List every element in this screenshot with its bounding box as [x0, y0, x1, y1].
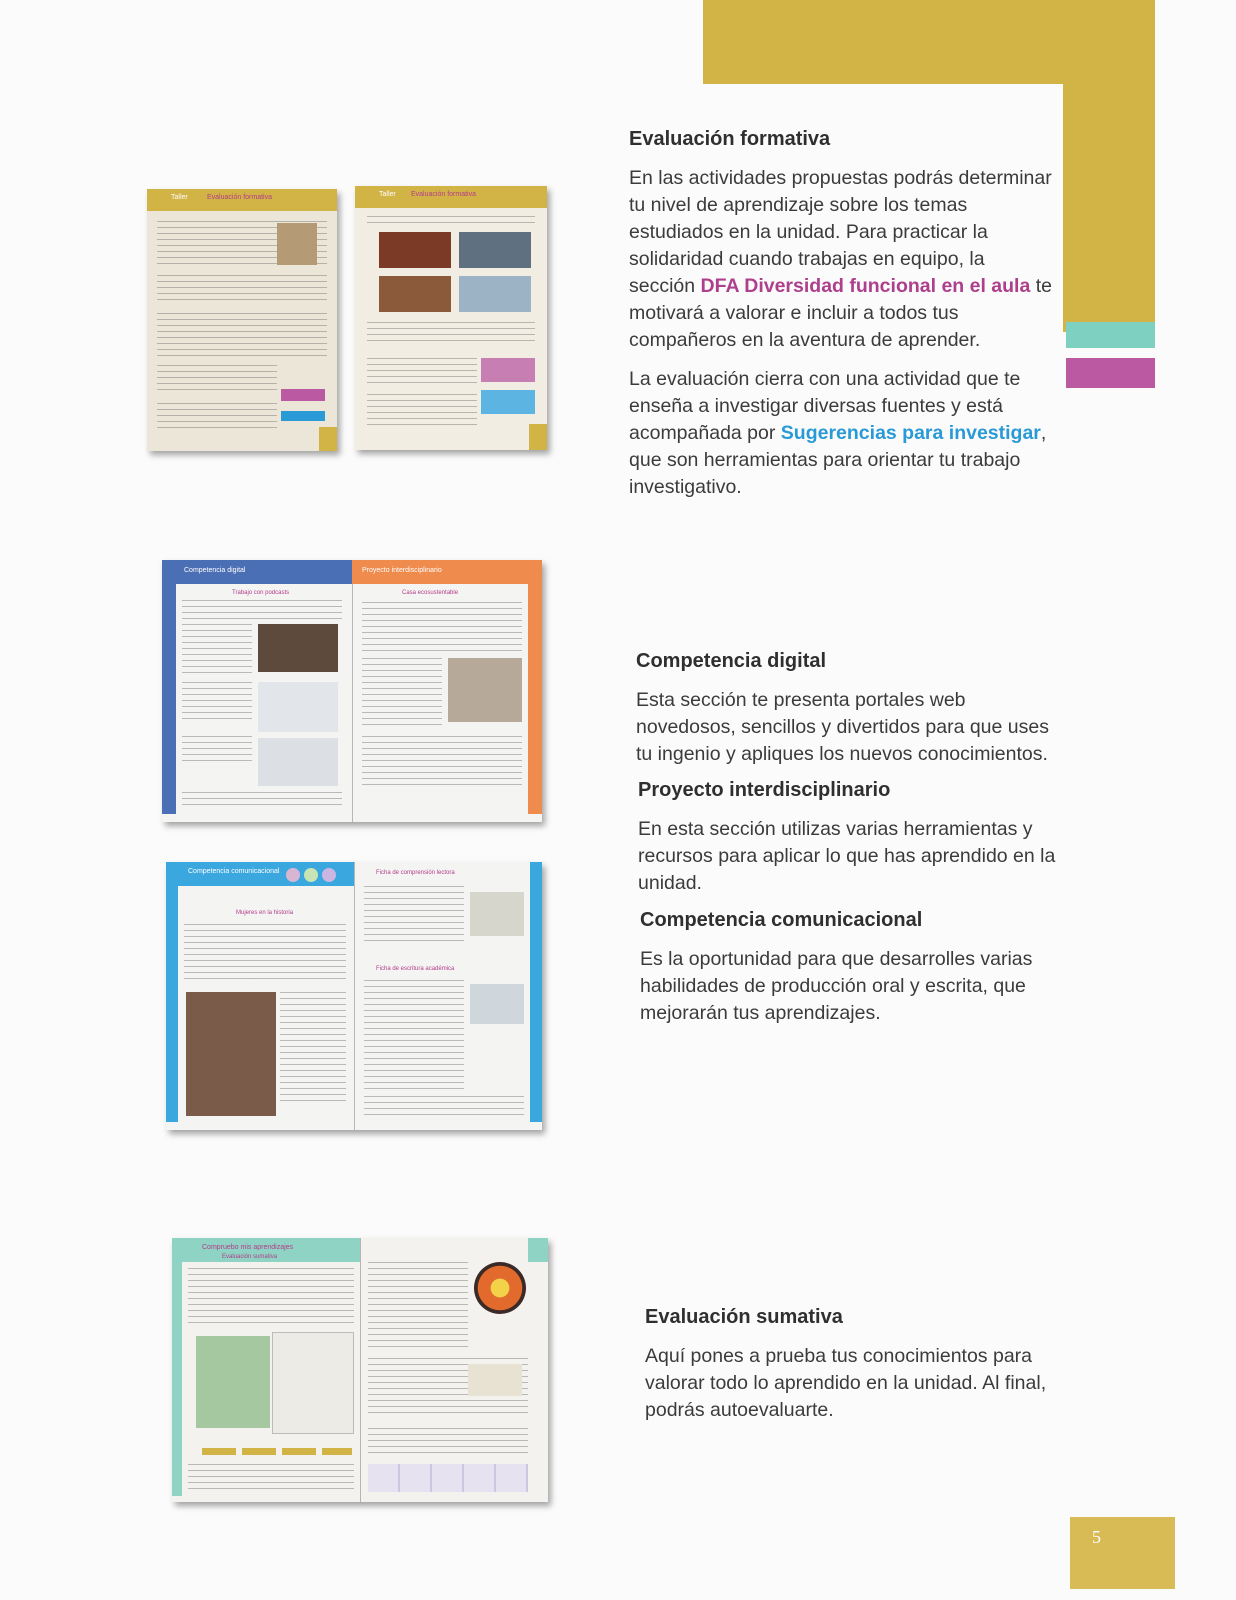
- section-paragraph: [629, 165, 1054, 354]
- text-run: , que son herramientas para orientar tu trabajo investigativo.: [629, 422, 1047, 498]
- rock-image: [379, 276, 451, 312]
- section-evaluacion-sumativa: [645, 1306, 1075, 1436]
- sky-image: [459, 276, 531, 312]
- diagram-image: [272, 1332, 354, 1434]
- classroom-image: [448, 658, 522, 722]
- section-paragraph: Esta sección te presenta portales web novedosos, sencillos y divertidos para que uses tu ingenio y apliques los nuevos conocimientos.: [636, 689, 1049, 765]
- website-image-2: [258, 738, 338, 786]
- thumb-subheader: Ficha de escritura académica: [376, 966, 455, 972]
- text-run: La evaluación cierra con una actividad que te enseña a investigar diversas fuentes y está acompañada por: [629, 368, 1021, 444]
- penguins-image: [470, 984, 524, 1024]
- cartoon-image: [470, 892, 524, 936]
- section-title: Proyecto interdisciplinario: [638, 779, 891, 801]
- thumb-header: Ficha de comprensión lectora: [376, 870, 455, 876]
- page-number-box: [1070, 1517, 1175, 1589]
- thumb-header: Taller: [379, 191, 396, 198]
- lightbulb-image: [468, 1364, 522, 1396]
- section-title: Evaluación formativa: [629, 128, 831, 150]
- website-image: [258, 682, 338, 732]
- section-evaluacion-formativa: [629, 128, 1054, 513]
- portrait-painting: [186, 992, 276, 1116]
- thumb-header: Proyecto interdisciplinario: [362, 567, 442, 574]
- section-competencia-comunicacional: [640, 909, 1070, 1039]
- thumb-subheader: Evaluación sumativa: [222, 1254, 278, 1260]
- portrait-image: [277, 223, 317, 265]
- thumb-subheader: Evaluación formativa: [207, 194, 272, 201]
- top-gold-band: [703, 0, 1155, 84]
- pink-stripe: [1066, 358, 1155, 388]
- thumb-header: Compruebo mis aprendizajes: [202, 1244, 294, 1251]
- section-title: Competencia digital: [636, 650, 827, 672]
- thumbnail-spread-sumativa: [172, 1238, 548, 1502]
- map-image: [196, 1336, 270, 1428]
- section-paragraph: [629, 366, 1054, 501]
- video-image: [258, 624, 338, 672]
- page-number: 5: [1092, 1527, 1101, 1547]
- thumbnail-taller-1: [147, 189, 337, 451]
- text-run: En las actividades propuestas podrás determinar tu nivel de aprendizaje sobre los temas estudiados en la unidad. Para practicar la solidaridad cuando trabajas en equipo, la sección: [629, 167, 1052, 297]
- thumb-subheader: Evaluación formativa: [411, 191, 476, 198]
- section-paragraph: Aquí pones a prueba tus conocimientos para valorar todo lo aprendido en la unidad. Al final, podrás autoevaluarte.: [645, 1345, 1047, 1421]
- section-paragraph: En esta sección utilizas varias herramientas y recursos para aplicar lo que has aprendido en la unidad.: [638, 818, 1056, 894]
- thumb-subheader: Casa ecosustentable: [402, 590, 459, 596]
- thumb-header: Competencia digital: [184, 567, 246, 574]
- sugerencias-highlight: Sugerencias para investigar: [780, 422, 1041, 444]
- thumb-header: Competencia comunicacional: [188, 868, 280, 875]
- thumbnail-taller-2: [355, 186, 547, 450]
- side-gold-band: [1063, 84, 1155, 332]
- section-paragraph: Es la oportunidad para que desarrolles varias habilidades de producción oral y escrita, que mejorarán tus aprendizajes.: [640, 948, 1033, 1024]
- thumbnail-spread-digital: [162, 560, 542, 822]
- thumbnail-spread-comunicacional: [166, 862, 542, 1130]
- section-title: Evaluación sumativa: [645, 1306, 843, 1328]
- volcano-image: [379, 232, 451, 268]
- thumb-subheader: Mujeres en la historia: [236, 910, 294, 916]
- dfa-highlight: DFA Diversidad funcional en el aula: [700, 275, 1031, 297]
- section-competencia-digital: [636, 650, 1066, 780]
- thumb-header: Taller: [171, 194, 188, 201]
- section-title: Competencia comunicacional: [640, 909, 923, 931]
- thumb-subheader: Trabajo con podcasts: [232, 590, 290, 596]
- section-proyecto-interdisciplinario: [638, 779, 1068, 909]
- landscape-image: [459, 232, 531, 268]
- text-run: te motivará a valorar e incluir a todos tus compañeros en la aventura de aprender.: [629, 275, 1053, 351]
- teal-stripe: [1066, 322, 1155, 348]
- earth-core-image: [474, 1262, 526, 1314]
